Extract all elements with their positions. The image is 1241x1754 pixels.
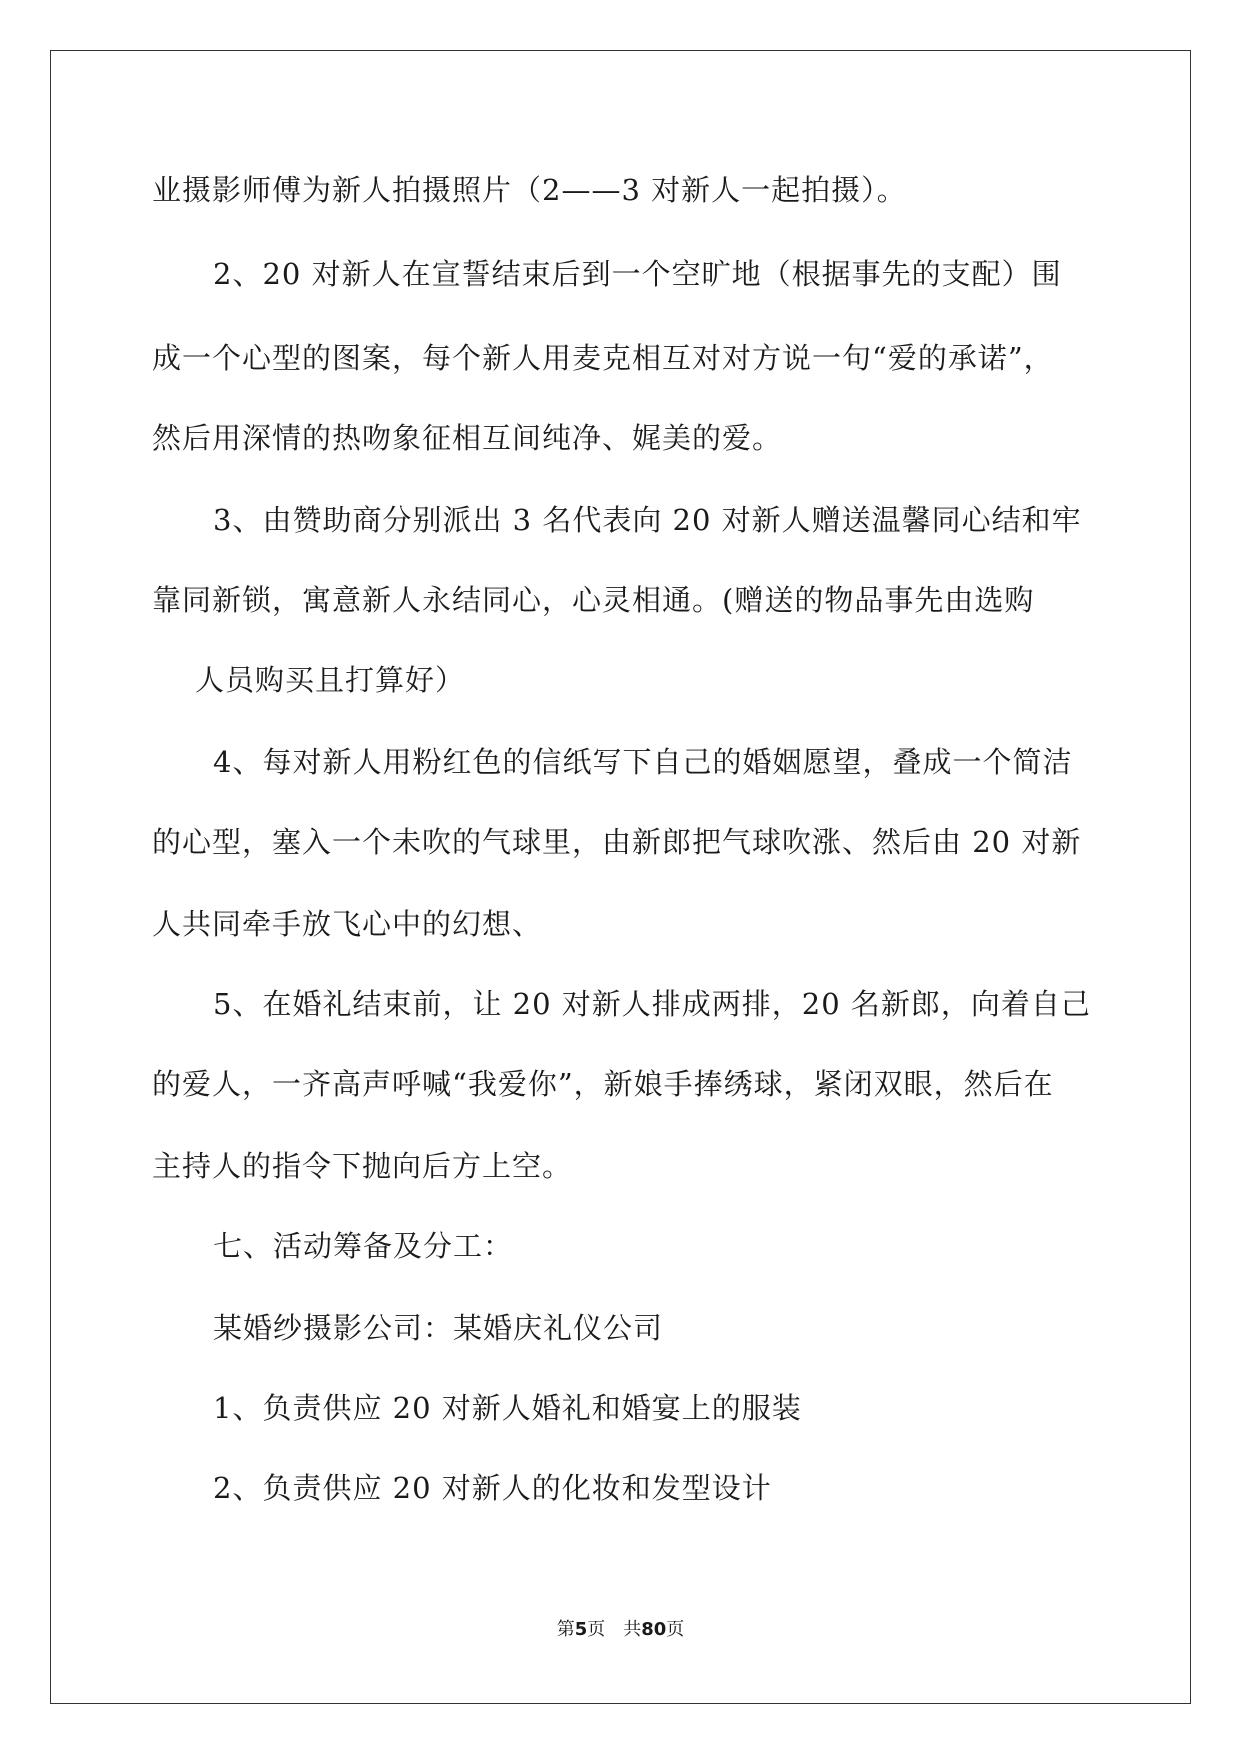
text-line: 靠同新锁，寓意新人永结同心，心灵相通。(赠送的物品事先由选购	[152, 583, 1035, 617]
page-footer	[0, 1615, 1241, 1641]
text-line: 4、每对新人用粉红色的信纸写下自己的婚姻愿望，叠成一个简洁	[213, 745, 1073, 779]
text-line: 业摄影师傅为新人拍摄照片（2——3 对新人一起拍摄）。	[152, 173, 907, 207]
text-line: 人员购买且打算好）	[195, 663, 466, 697]
text-line: 主持人的指令下抛向后方上空。	[152, 1149, 573, 1183]
footer-mid: 页 共	[587, 1619, 642, 1640]
text-line: 5、在婚礼结束前，让 20 对新人排成两排，20 名新郎，向着自己	[213, 987, 1091, 1021]
page-border	[50, 50, 1191, 1704]
text-line: 2、20 对新人在宣誓结束后到一个空旷地（根据事先的支配）围	[213, 257, 1062, 291]
total-page-number: 80	[641, 1619, 667, 1640]
text-line: 的心型，塞入一个未吹的气球里，由新郎把气球吹涨、然后由 20 对新	[152, 825, 1082, 859]
current-page-number: 5	[574, 1619, 588, 1640]
text-line: 的爱人，一齐高声呼喊“我爱你”，新娘手捧绣球，紧闭双眼，然后在	[152, 1067, 1054, 1101]
text-line: 3、由赞助商分别派出 3 名代表向 20 对新人赠送温馨同心结和牢	[213, 503, 1082, 537]
text-line: 某婚纱摄影公司：某婚庆礼仪公司	[213, 1311, 664, 1345]
text-line: 2、负责供应 20 对新人的化妆和发型设计	[213, 1471, 772, 1505]
footer-suffix: 页	[666, 1619, 685, 1640]
text-line: 然后用深情的热吻象征相互间纯净、娓美的爱。	[152, 421, 783, 455]
section-heading: 七、活动筹备及分工：	[213, 1229, 514, 1263]
text-line: 1、负责供应 20 对新人婚礼和婚宴上的服装	[213, 1391, 802, 1425]
text-line: 人共同牵手放飞心中的幻想、	[152, 907, 543, 941]
text-line: 成一个心型的图案，每个新人用麦克相互对对方说一句“爱的承诺”，	[152, 341, 1054, 375]
footer-prefix: 第	[556, 1619, 575, 1640]
